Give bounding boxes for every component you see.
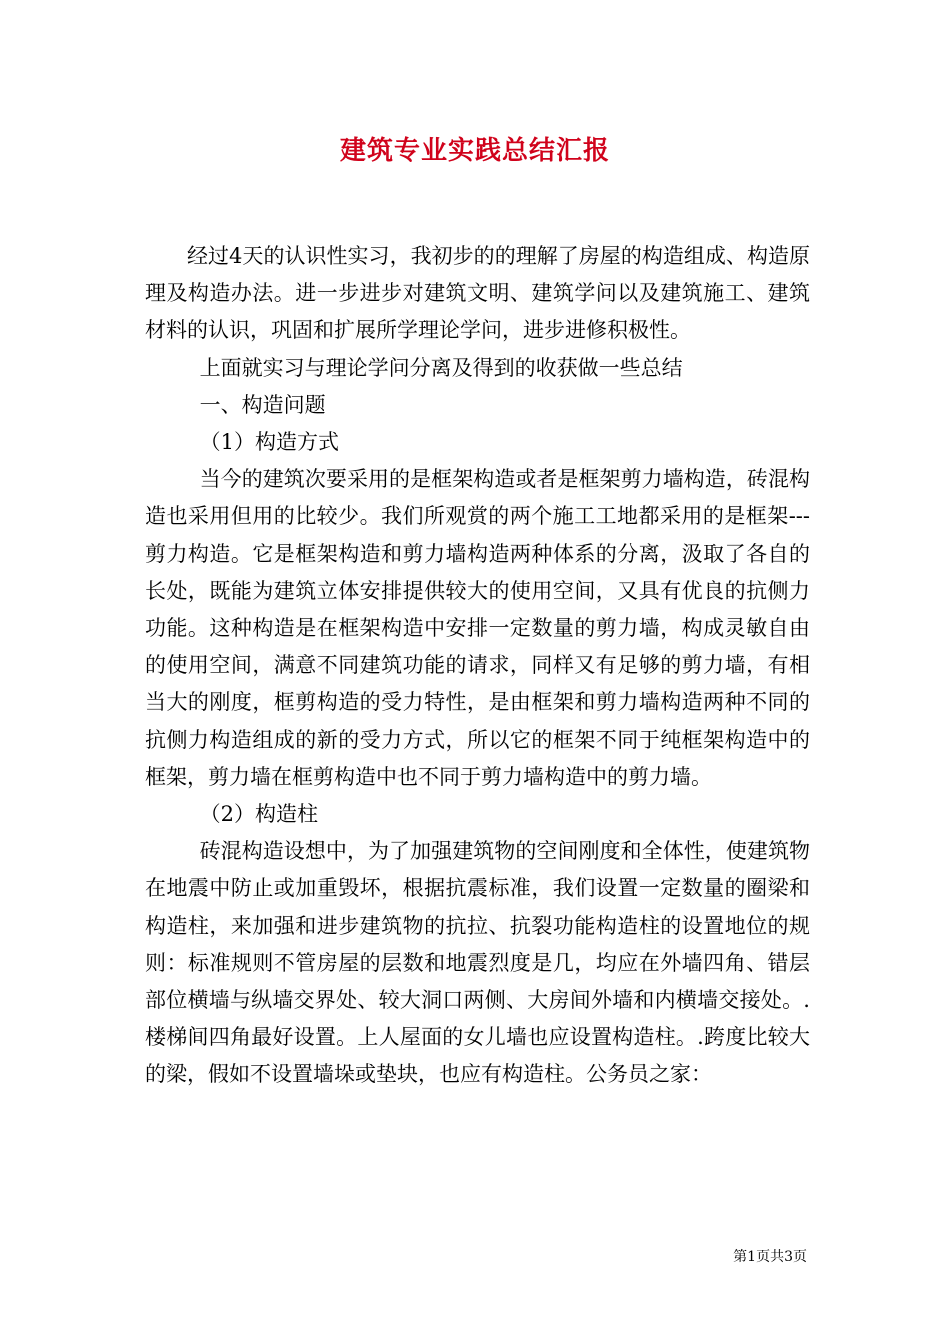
subheading-structure-form: （1）构造方式: [199, 430, 339, 455]
paragraph-intro: 经过4天的认识性实习，我初步的的理解了房屋的构造组成、构造原理及构造办法。进一步进步对建筑文明、建筑学问以及建筑施工、建筑材料的认识，巩固和扩展所学理论学问，进步进修积极性。: [145, 244, 810, 343]
subheading-structural-column: （2）构造柱: [199, 802, 318, 827]
document-body: [145, 238, 810, 1094]
document-title: 建筑专业实践总结汇报: [339, 136, 610, 166]
section-heading-structure: 一、构造问题: [199, 392, 326, 417]
page-number: 第1页共3页: [733, 1249, 807, 1265]
paragraph-structure-form: 当今的建筑次要采用的是框架构造或者是框架剪力墙构造，砖混构造也采用但用的比较少。我们所观赏的两个施工工地都采用的是框架---剪力构造。它是框架构造和剪力墙构造两种体系的分离，汲取了各自的长处，既能为建筑立体安排提供较大的使用空间，又具有优良的抗侧力功能。这种构造是在框架构造中安排一定数量的剪力墙，构成灵敏自由的使用空间，满意不同建筑功能的请求，同样又有足够的剪力墙，有相当大的刚度，框剪构造的受力特性，是由框架和剪力墙构造两种不同的抗侧力构造组成的新的受力方式，所以它的框架不同于纯框架构造中的框架，剪力墙在框剪构造中也不同于剪力墙构造中的剪力墙。: [145, 467, 810, 789]
paragraph-structural-column: 砖混构造设想中，为了加强建筑物的空间刚度和全体性，使建筑物在地震中防止或加重毁坏，根据抗震标准，我们设置一定数量的圈梁和构造柱，来加强和进步建筑物的抗拉、抗裂功能构造柱的设置地位的规则：标准规则不管房屋的层数和地震烈度是几，均应在外墙四角、错层部位横墙与纵墙交界处、较大洞口两侧、大房间外墙和内横墙交接处。.楼梯间四角最好设置。上人屋面的女儿墙也应设置构造柱。.跨度比较大的梁，假如不设置墙垛或垫块，也应有构造柱。公务员之家：: [145, 839, 810, 1087]
paragraph-summary-lead: 上面就实习与理论学问分离及得到的收获做一些总结: [199, 355, 683, 380]
